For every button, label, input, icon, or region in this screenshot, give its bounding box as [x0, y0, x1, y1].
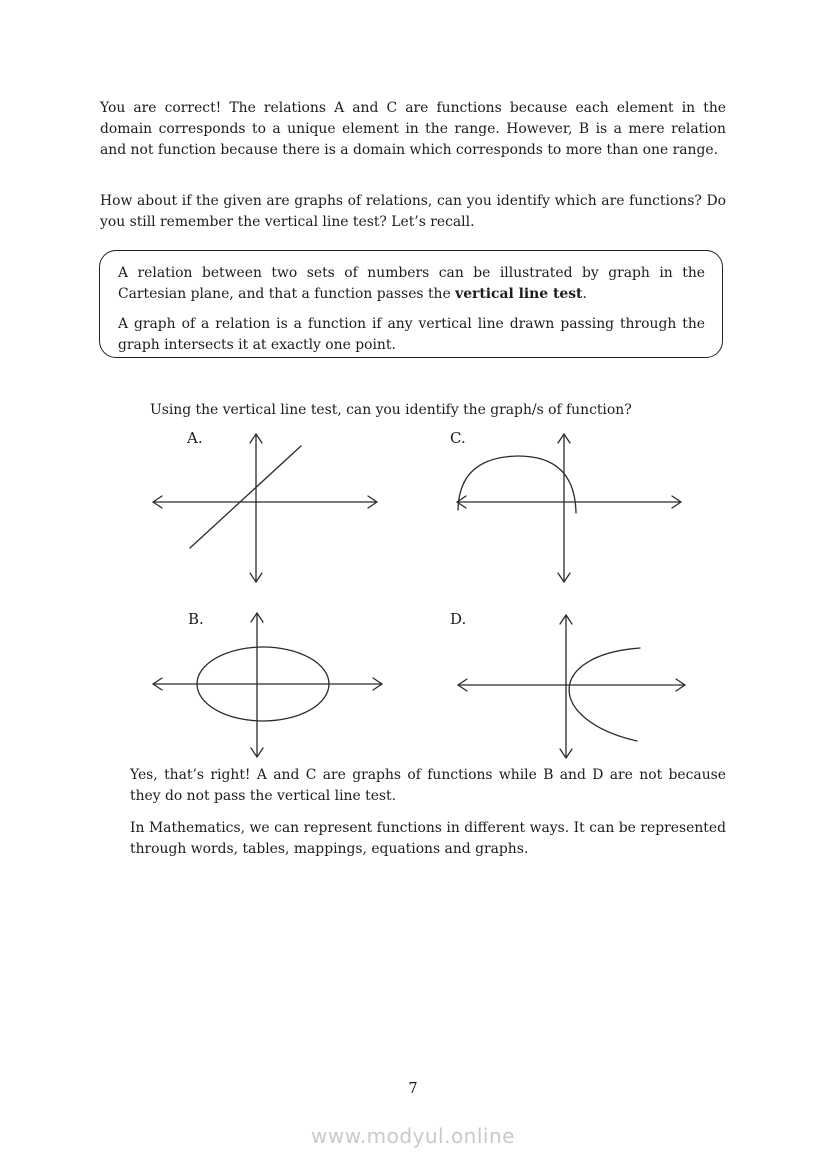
- callout-paragraph-1: [118, 263, 705, 305]
- sideways-parabola-curve: [569, 648, 640, 741]
- callout-paragraph-2: A graph of a relation is a function if any vertical line drawn passing through the graph intersects it at exactly one point.: [118, 316, 705, 353]
- definition-callout-box: [99, 250, 723, 358]
- graph-d-drawing: [445, 608, 690, 763]
- recall-paragraph: How about if the given are graphs of relations, can you identify which are functions? Do you still remember the vertical line test? Let’s recall.: [100, 193, 726, 230]
- page-number: 7: [408, 1081, 418, 1097]
- graph-d-label: D.: [450, 610, 467, 628]
- callout-p1-pre: A relation between two sets of numbers can be illustrated by graph in the Cartesian plane, and that a function passes the: [118, 265, 705, 302]
- linear-function-curve: [190, 446, 301, 548]
- representation-paragraph: In Mathematics, we can represent functions in different ways. It can be represented through words, tables, mappings, equations and graphs.: [130, 820, 726, 857]
- answer-paragraph: Yes, that’s right! A and C are graphs of functions while B and D are not because they do not pass the vertical line test.: [130, 767, 726, 804]
- watermark: www.modyul.online: [311, 1124, 515, 1148]
- vertical-line-test-question: Using the vertical line test, can you identify the graph/s of function?: [150, 402, 632, 418]
- graph-a-label: A.: [187, 429, 203, 447]
- callout-p1-post: .: [582, 286, 587, 302]
- graph-b-drawing: [145, 608, 390, 763]
- graph-b-label: B.: [188, 610, 204, 628]
- callout-p1-bold-term: vertical line test: [455, 286, 583, 302]
- graph-c-label: C.: [450, 429, 466, 447]
- intro-paragraph: You are correct! The relations A and C are functions because each element in the domain corresponds to a unique element in the range. However, B is a mere relation and not function because there is a domain which corresponds to more than one range.: [100, 100, 726, 158]
- semicircle-curve: [458, 456, 576, 513]
- graph-a-drawing: [145, 428, 390, 595]
- graph-c-drawing: [445, 428, 690, 595]
